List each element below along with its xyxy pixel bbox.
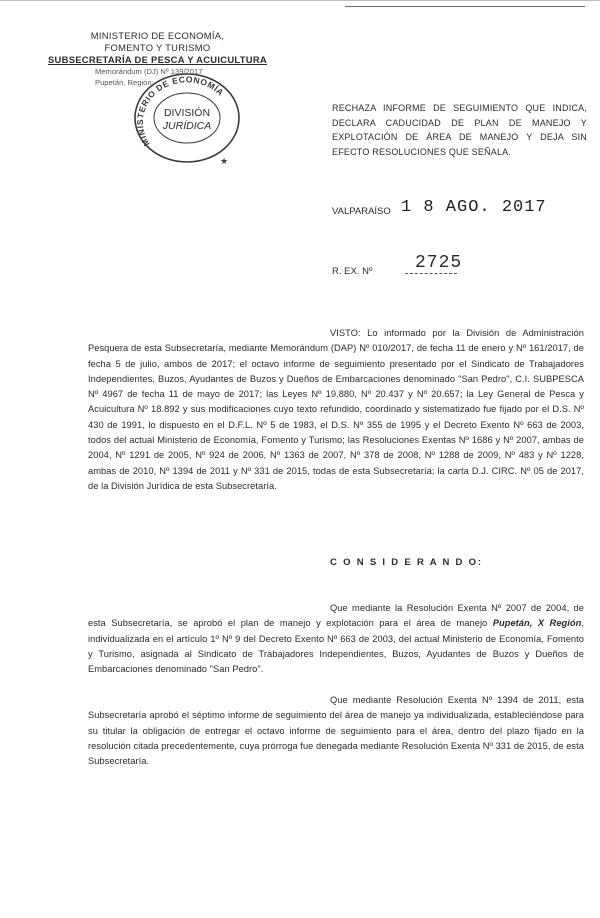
rex-label: R. EX. Nº — [332, 266, 373, 277]
rex-number-line — [405, 273, 457, 274]
considerando-paragraph-2: Que mediante Resolución Exenta Nº 1394 de 2011, esta Subsecretaría aprobó el séptimo informe de seguimiento del área de manejo ya individualizada, estableciéndose para su titular la obligación de entregar el octavo informe de seguimiento para el área, dentro del plazo fijado en la resolución citada precedentemente, cuya prórroga fue denegada mediante Resolución Exenta Nº 331 de 2015, de esta Subsecretaría. — [88, 695, 584, 767]
visto-label: VISTO: — [330, 328, 361, 338]
visto-paragraph — [88, 326, 584, 494]
resolution-subject: RECHAZA INFORME DE SEGUIMIENTO QUE INDICA, DECLARA CADUCIDAD DE PLAN DE MANEJO Y EXPLOTACIÓN DE ÁREA DE MANEJO Y DEJA SIN EFECTO RESOLUCIONES QUE SEÑALA. — [332, 103, 587, 157]
stamp-star-icon: ★ — [220, 157, 229, 166]
considerando-1-after: , individualizada en el artículo 1º Nº 9 del Decreto Exento Nº 663 de 2003, del actual Ministerio de Economía, Fomento y Turismo, asignada al Sindicato de Trabajadores Independientes, Buzos, Ayudantes de Buzos y Dueños de Embarcaciones denominado "San Pedro". — [88, 618, 584, 675]
considerando-heading: C O N S I D E R A N D O: — [330, 557, 483, 568]
date-stamp: 1 8 AGO. 2017 — [401, 198, 547, 217]
considerando-1-before: Que mediante la Resolución Exenta Nº 2007 de 2004, de esta Subsecretaría, se aprobó el plan de manejo y explotación para el área de manejo — [88, 603, 584, 629]
place-label: VALPARAÍSO — [332, 206, 391, 217]
considerando-paragraph-1 — [88, 601, 584, 677]
division-juridica-stamp — [128, 66, 246, 166]
ministry-header — [40, 30, 275, 66]
subsecretaria-title: SUBSECRETARÍA DE PESCA Y ACUICULTURA — [48, 54, 267, 65]
ministry-line-1: MINISTERIO DE ECONOMÍA, — [90, 30, 225, 41]
page-top-edge — [0, 0, 600, 1]
memo-line-2: Pupetán, Región — [95, 78, 152, 87]
stamp-line-1: DIVISIÓN — [163, 107, 211, 119]
stamp-ring-text: MINISTERIO DE ECONOMÍA — [134, 74, 226, 149]
stamp-line-2: JURÍDICA — [162, 120, 212, 132]
rex-number: 2725 — [415, 253, 463, 273]
visto-text: Lo informado por la División de Administración Pesquera de esta Subsecretaría, mediante Memorándum (DAP) Nº 010/2017, de fecha 11 de enero y Nº 161/2017, de fecha 5 de julio, ambos de 2017; el octavo informe de seguimiento presentado por el Sindicato de Trabajadores Independientes, Buzos, Ayudantes de Buzos y Dueños de Embarcaciones denominado "San Pedro", C.I. SUBPESCA Nº 4967 de fecha 11 de mayo de 2017; las Leyes Nº 19.880, Nº 20.437 y Nº 20.657; la Ley General de Pesca y Acuicultura Nº 18.892 y sus modificaciones cuyo texto refundido, coordinado y sistematizado fue fijado por el D.S. Nº 430 de 1991, lo dispuesto en el D.F.L. Nº 5 de 1983, el D.S. Nº 355 de 1995 y el Decreto Exento Nº 663 de 2003, todos del actual Ministerio de Economía, Fomento y Turismo; las Resoluciones Exentas Nº 1686 y Nº 2007, ambas de 2004, Nº 1291 de 2005, Nº 924 de 2006, Nº 1363 de 2007, Nº 378 de 2008, Nº 1288 de 2009, Nº 483 y Nº 1228, ambas de 2010, Nº 1394 de 2011 y Nº 331 de 2015, todas de esta Subsecretaría; la carta D.J. CIRC. Nº 05 de 2017, de la División Jurídica de esta Subsecretaría. — [88, 328, 584, 491]
header-rule — [345, 6, 585, 7]
ministry-line-2: FOMENTO Y TURISMO — [104, 42, 211, 53]
memo-line-1: Memorándum (DJ) Nº 139/2017 — [95, 67, 203, 76]
area-name: Pupetán, X Región — [492, 618, 582, 629]
